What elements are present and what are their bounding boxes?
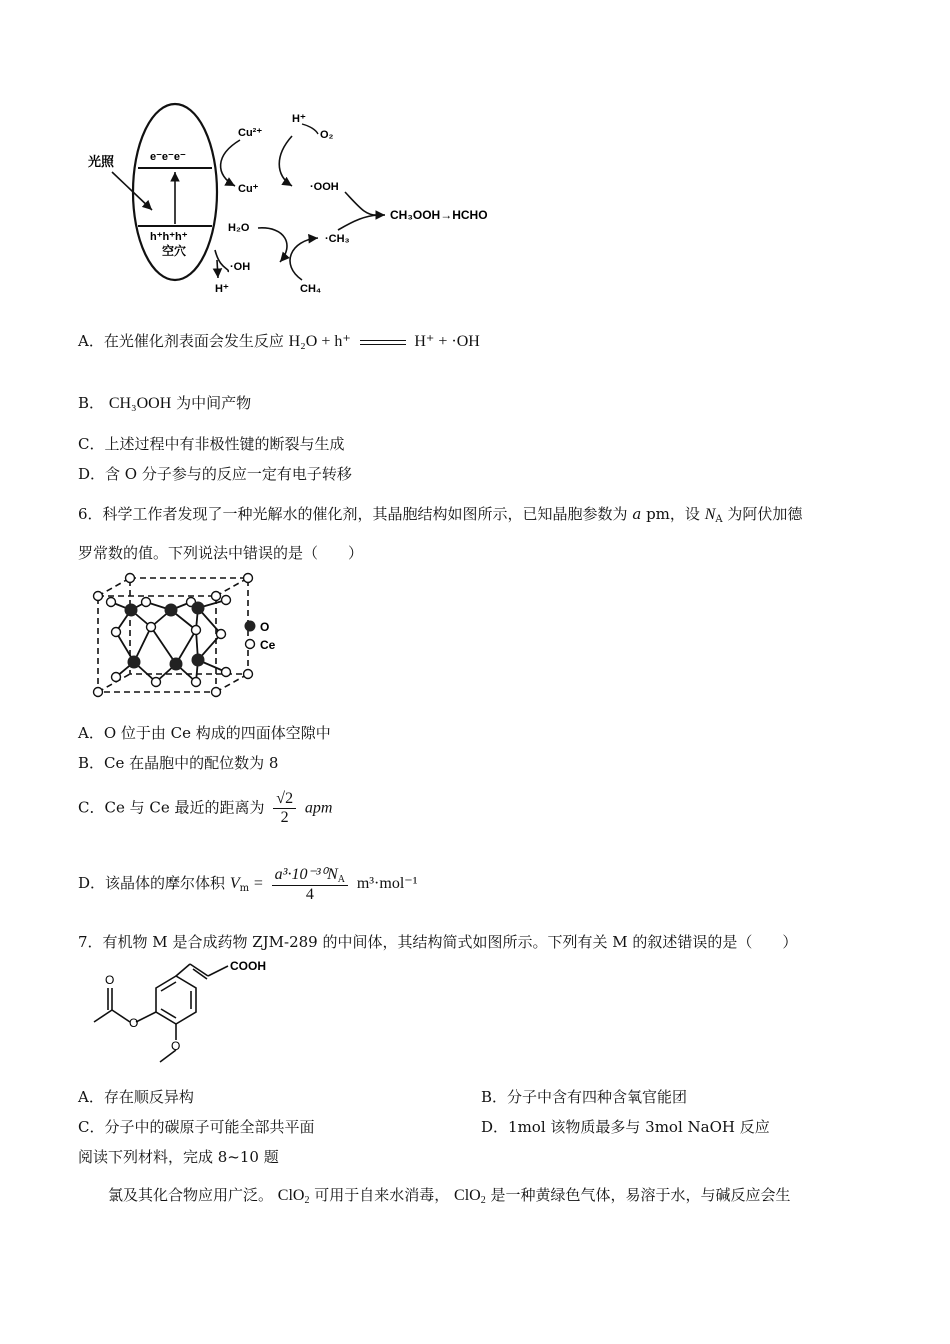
q5-option-b-formula: CH₃OOH [108,395,172,412]
reading-clo2-a [278,1187,310,1204]
cooh-label: COOH [230,960,266,973]
q6-option-c-num: √2 [273,790,296,809]
reading-part-c: 是一种黄绿色气体，易溶于水，与碱反应会生 [490,1186,791,1204]
q6-option-d-unit: m³·mol⁻¹ [356,875,418,892]
q5-option-b [78,392,251,413]
q6-option-d-text: D．该晶体的摩尔体积 [78,874,226,892]
ooh-label: ·OOH [310,181,339,193]
q7-stem: 7．有机物 M 是合成药物 ZJM-289 的中间体，其结构简式如图所示。下列有关 M 的叙述错误的是（ ） [78,933,798,951]
q6-stem-line2: 罗常数的值。下列说法中错误的是（ ） [78,544,364,562]
q6-option-d-Vm: V [229,875,240,892]
q5-option-d: D．含 O 分子参与的反应一定有电子转移 [78,465,352,483]
carbonyl-O-label: O [105,973,115,987]
reading-clo2-b-sub: 2 [480,1195,486,1206]
legend-O-label: O [260,620,270,634]
photocatalysis-diagram [80,100,540,305]
q6-option-c-fraction [273,790,296,827]
q7-option-d: D．1mol 该物质最多与 3mol NaOH 反应 [481,1118,770,1136]
reading-clo2-b-text: ClO [454,1187,481,1204]
q6-stem-line1 [78,503,802,525]
o2-label: O₂ [320,129,334,141]
q6-option-d-equals: = [253,875,263,892]
product-chain-label: CH₃OOH→HCHO [390,208,488,222]
ch4-label: CH₄ [300,283,322,295]
q6-option-c-text: C．Ce 与 Ce 最近的距离为 [78,798,265,817]
reading-clo2-a-sub: 2 [304,1195,310,1206]
q6-option-c-den: 2 [280,809,289,826]
equals-sign [360,340,406,345]
reading-clo2-a-text: ClO [277,1187,305,1204]
light-label: 光照 [88,154,115,169]
q6-stem-part1: 6．科学工作者发现了一种光解水的催化剂，其晶胞结构如图所示，已知晶胞参数为 [78,505,628,523]
q6-option-a: A．O 位于由 Ce 构成的四面体空隙中 [78,724,331,742]
q6-option-b: B．Ce 在晶胞中的配位数为 8 [78,754,279,772]
ch3-label: ·CH₃ [325,233,350,245]
q6-stem-part2: 为阿伏加德 [727,505,803,523]
electrons-label: e⁻e⁻e⁻ [150,151,186,163]
molecule-M-structure [78,960,268,1070]
legend-O-marker [245,621,256,632]
methoxy-O-label: O [171,1039,181,1053]
oh-label: ·OH [230,261,251,273]
legend-Ce-label: Ce [260,638,276,652]
q6-option-c-suffix: apm [304,799,333,817]
q7-option-c: C．分子中的碳原子可能全部共平面 [78,1118,315,1136]
legend-Ce-marker [246,640,255,649]
crystal-cell-diagram [86,572,286,700]
q6-stem-unit: pm，设 [646,505,700,523]
q5-option-a-eq-right: H⁺ + ·OH [414,333,480,350]
q6-var-a: a [632,505,642,523]
q7-option-b: B．分子中含有四种含氧官能团 [481,1088,688,1106]
reading-intro: 阅读下列材料，完成 8~10 题 [78,1148,279,1166]
reading-part-a: 氯及其化合物应用广泛。 [108,1186,274,1204]
reading-clo2-b [454,1187,486,1204]
cu2-label: Cu²⁺ [238,127,263,139]
h2o-label: H₂O [228,222,250,234]
ester-O-label: O [129,1016,139,1030]
q6-option-c [78,790,332,827]
holes-label: h⁺h⁺h⁺ [150,231,188,243]
cu1-label: Cu⁺ [238,183,259,195]
q5-option-a-text: A．在光催化剂表面会发生反应 [78,332,284,350]
q6-var-NA-sub: A [715,514,723,525]
q6-option-d-fraction [272,864,348,904]
q6-option-d-num-sub: A [337,874,346,885]
q6-var-NA: N [704,506,716,523]
reading-part-b: 可用于自来水消毒， [314,1186,450,1204]
q5-option-a-eq-left: H₂O + h⁺ [288,333,351,350]
q5-option-a [78,330,480,351]
q7-option-a: A．存在顺反异构 [78,1088,194,1106]
q5-option-b-letter: B． [78,394,105,412]
q6-option-d-num-wrap [272,864,348,886]
q6-option-d-Vm-sub: m [239,883,250,894]
reading-paragraph [108,1184,791,1206]
hplus-top-label: H⁺ [292,113,306,125]
q6-option-d-num: a³·10⁻³⁰N [274,866,338,883]
q6-option-d-den: 4 [305,886,314,903]
hplus-bottom-label: H⁺ [215,283,229,295]
hole-word: 空穴 [162,244,187,258]
q6-option-d [78,864,418,904]
q5-option-c: C．上述过程中有非极性键的断裂与生成 [78,435,345,453]
q5-option-b-text: 为中间产物 [176,394,252,412]
